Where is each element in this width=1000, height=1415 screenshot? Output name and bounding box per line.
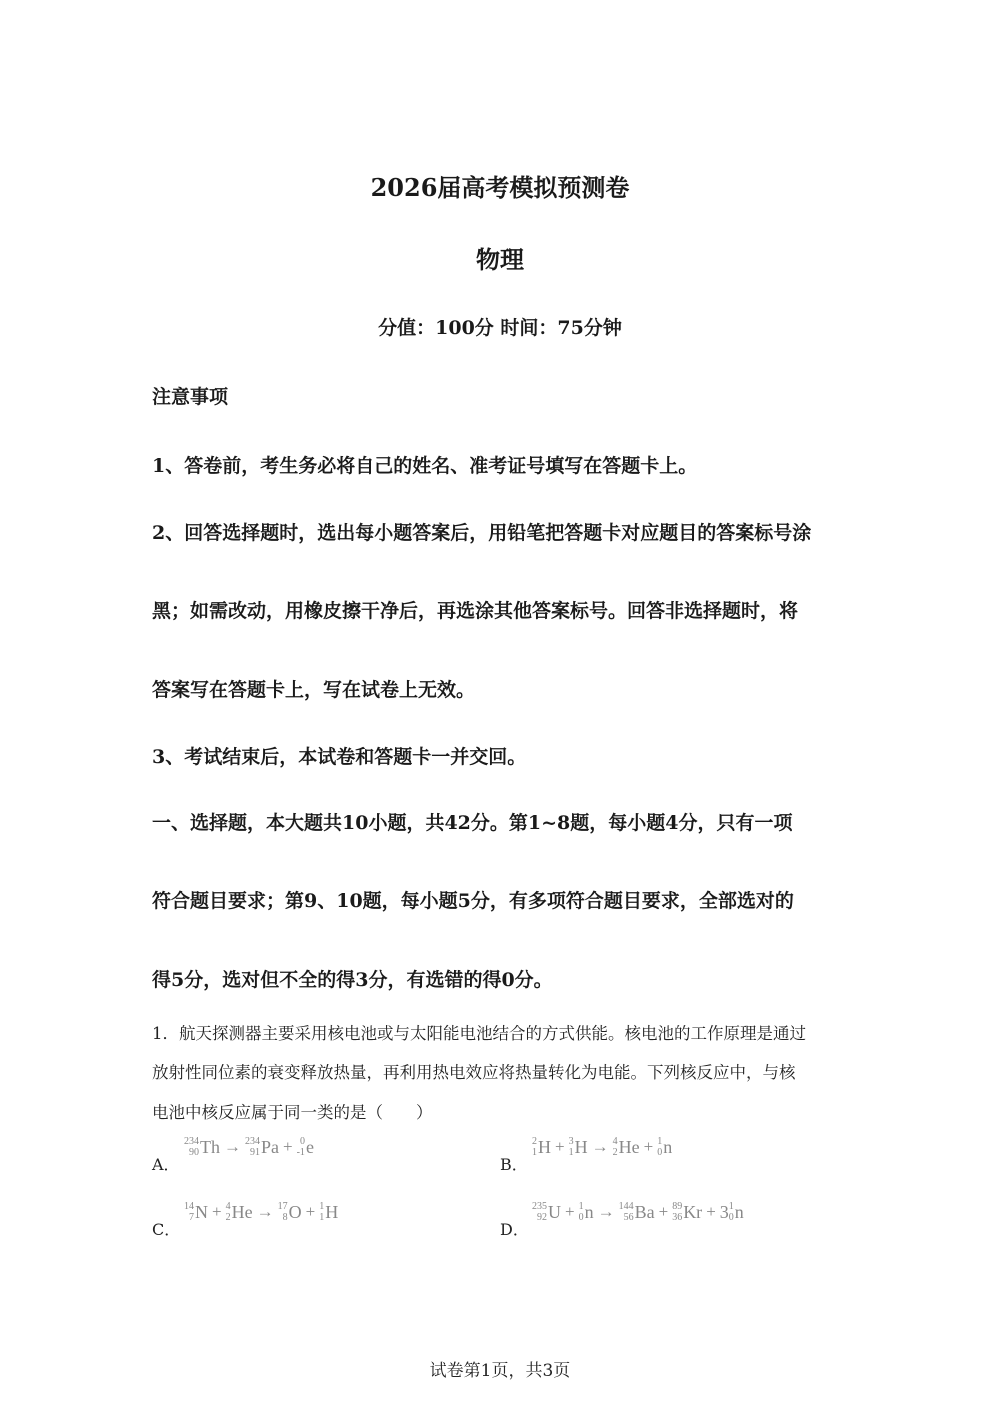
atomic-number: 2: [612, 1147, 618, 1158]
element-symbol: n: [584, 1201, 594, 1222]
element-symbol: Ba: [634, 1201, 655, 1222]
section-line: 符合题目要求；第9、10题，每小题5分，有多项符合题目要求，全部选对的: [152, 890, 794, 912]
nuclide: [184, 1201, 208, 1223]
element-symbol: Th: [200, 1136, 220, 1157]
exam-meta: 分值：100分 时间：75分钟: [378, 317, 622, 339]
plus-symbol: +: [658, 1202, 669, 1221]
element-symbol: U: [548, 1201, 561, 1222]
mass-number: 89: [672, 1201, 683, 1212]
mass-number: 235: [532, 1201, 547, 1212]
atomic-number: 90: [189, 1147, 199, 1158]
question-text: 放射性同位素的衰变释放热量，再利用热电效应将热量转化为电能。下列核反应中，与核: [152, 1063, 796, 1082]
atomic-number: 36: [672, 1212, 683, 1223]
exam-title: 2026届高考模拟预测卷: [370, 173, 630, 202]
mass-number: 234: [245, 1136, 260, 1147]
question-text: 1．航天探测器主要采用核电池或与太阳能电池结合的方式供能。核电池的工作原理是通过: [152, 1024, 806, 1043]
atomic-number: -1: [296, 1147, 305, 1158]
atomic-number: 1: [319, 1212, 325, 1223]
mass-number: 4: [612, 1136, 618, 1147]
mass-number: 4: [225, 1201, 231, 1212]
nuclide: [569, 1136, 588, 1158]
notice-line: 2、回答选择题时，选出每小题答案后，用铅笔把答题卡对应题目的答案标号涂: [152, 522, 812, 544]
element-symbol: He: [231, 1201, 253, 1222]
coefficient: 3: [719, 1201, 729, 1222]
atomic-number: 1: [568, 1147, 574, 1158]
arrow-symbol: →: [597, 1202, 615, 1221]
nuclide: [619, 1201, 655, 1223]
atomic-number: 8: [282, 1212, 288, 1223]
nuclide: [184, 1136, 220, 1158]
arrow-symbol: →: [256, 1202, 274, 1221]
option-letter: C．: [152, 1220, 181, 1239]
option-letter: A．: [152, 1155, 180, 1174]
option-letter: D．: [500, 1220, 529, 1239]
mass-number: 1: [657, 1136, 663, 1147]
mass-number: 14: [184, 1201, 194, 1212]
element-symbol: H: [574, 1136, 588, 1157]
element-symbol: Kr: [683, 1201, 703, 1222]
atomic-number: 7: [189, 1212, 194, 1223]
element-symbol: e: [305, 1136, 314, 1157]
nuclide: [720, 1201, 744, 1223]
mass-number: 1: [578, 1201, 584, 1212]
nuclide: [532, 1136, 551, 1158]
notice-line: 答案写在答题卡上，写在试卷上无效。: [152, 679, 476, 701]
mass-number: 0: [299, 1136, 305, 1147]
element-symbol: O: [288, 1201, 302, 1222]
plus-symbol: +: [565, 1202, 575, 1221]
plus-symbol: +: [555, 1137, 565, 1156]
nuclide: [672, 1201, 702, 1223]
nuclide: [579, 1201, 594, 1223]
atomic-number: 92: [537, 1212, 547, 1223]
arrow-symbol: →: [224, 1137, 241, 1156]
reaction-formula: [532, 1136, 672, 1158]
atomic-number: 2: [225, 1212, 231, 1223]
nuclide: [297, 1136, 314, 1158]
mass-number: 1: [319, 1201, 325, 1212]
nuclide: [278, 1201, 302, 1223]
element-symbol: n: [734, 1201, 744, 1222]
question-text: 电池中核反应属于同一类的是（ ）: [152, 1103, 433, 1122]
mass-number: 144: [618, 1201, 634, 1212]
atomic-number: 0: [578, 1212, 584, 1223]
notice-line: 1、答卷前，考生务必将自己的姓名、准考证号填写在答题卡上。: [152, 455, 698, 477]
mass-number: 3: [568, 1136, 574, 1147]
atomic-number: 56: [623, 1212, 634, 1223]
section-line: 得5分，选对但不全的得3分，有选错的得0分。: [152, 969, 553, 991]
nuclide: [319, 1201, 338, 1223]
nuclide: [613, 1136, 640, 1158]
atomic-number: 0: [728, 1212, 734, 1223]
atomic-number: 91: [250, 1147, 260, 1158]
element-symbol: N: [195, 1201, 208, 1222]
page-footer: 试卷第1页，共3页: [429, 1361, 571, 1381]
element-symbol: He: [618, 1136, 640, 1157]
plus-symbol: +: [283, 1137, 293, 1156]
plus-symbol: +: [305, 1202, 316, 1221]
notice-heading: 注意事项: [152, 386, 229, 408]
reaction-formula: [532, 1201, 744, 1223]
option-letter: B．: [500, 1155, 528, 1174]
element-symbol: Pa: [261, 1136, 279, 1157]
nuclide: [657, 1136, 672, 1158]
plus-symbol: +: [643, 1137, 654, 1156]
plus-symbol: +: [706, 1202, 716, 1221]
element-symbol: H: [538, 1136, 551, 1157]
nuclide: [532, 1201, 561, 1223]
notice-line: 黑；如需改动，用橡皮擦干净后，再选涂其他答案标号。回答非选择题时，将: [152, 600, 799, 622]
mass-number: 2: [532, 1136, 537, 1147]
notice-line: 3、考试结束后，本试卷和答题卡一并交回。: [152, 746, 527, 768]
plus-symbol: +: [212, 1202, 222, 1221]
element-symbol: n: [663, 1136, 673, 1157]
reaction-formula: [184, 1136, 314, 1158]
mass-number: 234: [184, 1136, 199, 1147]
nuclide: [245, 1136, 279, 1158]
section-line: 一、选择题，本大题共10小题，共42分。第1~8题，每小题4分，只有一项: [152, 812, 793, 834]
arrow-symbol: →: [591, 1137, 609, 1156]
atomic-number: 0: [657, 1147, 663, 1158]
element-symbol: H: [325, 1201, 339, 1222]
subject-title: 物理: [476, 245, 524, 274]
reaction-formula: [184, 1201, 338, 1223]
atomic-number: 1: [532, 1147, 537, 1158]
mass-number: 17: [277, 1201, 288, 1212]
nuclide: [226, 1201, 253, 1223]
mass-number: 1: [728, 1201, 734, 1212]
